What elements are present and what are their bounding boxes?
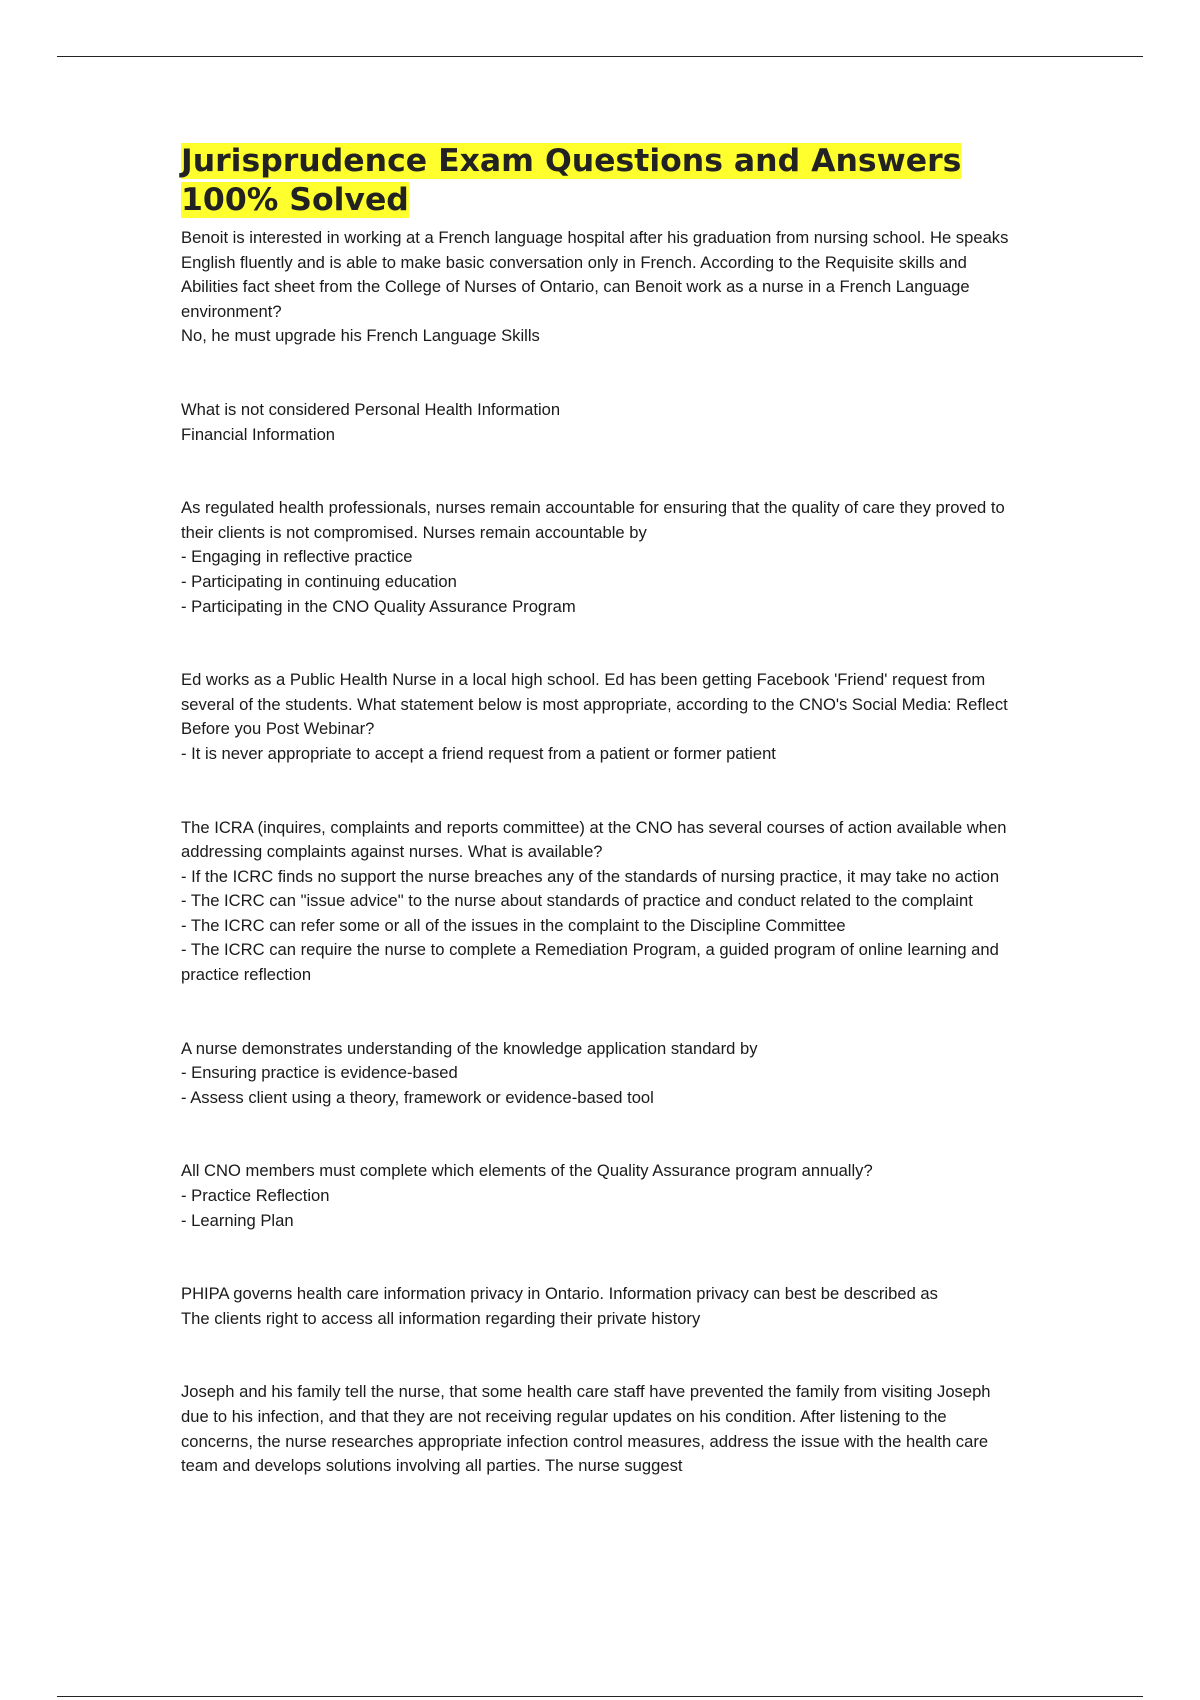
qa-item-8: [181, 1282, 1021, 1331]
bottom-rule: [57, 1696, 1143, 1697]
answer-text: - Participating in the CNO Quality Assurance Program: [181, 596, 576, 616]
answer-text: - Practice Reflection: [181, 1186, 330, 1206]
document-title-text: Jurisprudence Exam Questions and Answers 100% Solved: [181, 143, 962, 218]
question-text: The ICRA (inquires, complaints and reports committee) at the CNO has several courses of action available when addressing complaints against nurses. What is available?: [181, 817, 1007, 862]
question-text: All CNO members must complete which elements of the Quality Assurance program annually?: [181, 1161, 873, 1181]
top-rule: [57, 56, 1143, 57]
answer-text: - Engaging in reflective practice: [181, 547, 413, 567]
qa-item-3: [181, 496, 1021, 619]
answer-text: The clients right to access all information regarding their private history: [181, 1308, 701, 1328]
document-body: [181, 142, 1021, 1479]
question-text: Ed works as a Public Health Nurse in a local high school. Ed has been getting Facebook 'Friend' request from several of the students. What statement below is most appropriate, according to the CNO's Social Media: Reflect Before you Post Webinar?: [181, 670, 1008, 739]
answer-text: - Participating in continuing education: [181, 571, 457, 591]
question-text: What is not considered Personal Health Information: [181, 399, 561, 419]
question-text: A nurse demonstrates understanding of the knowledge application standard by: [181, 1038, 758, 1058]
answer-text: No, he must upgrade his French Language Skills: [181, 326, 540, 346]
qa-item-4: [181, 668, 1021, 766]
qa-item-5: [181, 816, 1021, 988]
question-text: Joseph and his family tell the nurse, that some health care staff have prevented the family from visiting Joseph due to his infection, and that they are not receiving regular updates on his condition. After listening to the concerns, the nurse researches appropriate infection control measures, address the issue with the health care team and develops solutions involving all parties. The nurse suggest: [181, 1382, 991, 1476]
question-text: PHIPA governs health care information privacy in Ontario. Information privacy can best be described as: [181, 1284, 938, 1304]
answer-text: - The ICRC can refer some or all of the issues in the complaint to the Discipline Committee: [181, 915, 846, 935]
answer-text: - The ICRC can "issue advice" to the nurse about standards of practice and conduct related to the complaint: [181, 891, 973, 911]
qa-item-2: [181, 398, 1021, 447]
qa-item-6: [181, 1037, 1021, 1111]
qa-item-9: [181, 1380, 1021, 1478]
qa-item-1: [181, 226, 1021, 349]
question-text: As regulated health professionals, nurses remain accountable for ensuring that the quality of care they proved to their clients is not compromised. Nurses remain accountable by: [181, 498, 1005, 542]
answer-text: - Assess client using a theory, framework or evidence-based tool: [181, 1087, 654, 1107]
answer-text: - Learning Plan: [181, 1210, 294, 1230]
document-title: [181, 142, 1021, 220]
answer-text: - Ensuring practice is evidence-based: [181, 1063, 458, 1083]
answer-text: Financial Information: [181, 424, 336, 444]
answer-text: - If the ICRC finds no support the nurse breaches any of the standards of nursing practice, it may take no action: [181, 866, 1000, 886]
answer-text: - The ICRC can require the nurse to complete a Remediation Program, a guided program of online learning and practice reflection: [181, 940, 999, 985]
qa-item-7: [181, 1159, 1021, 1233]
question-text: Benoit is interested in working at a French language hospital after his graduation from nursing school. He speaks English fluently and is able to make basic conversation only in French. According to the Requisite skills and Abilities fact sheet from the College of Nurses of Ontario, can Benoit work as a nurse in a French Language environment?: [181, 228, 1009, 321]
answer-text: - It is never appropriate to accept a friend request from a patient or former patient: [181, 743, 776, 763]
